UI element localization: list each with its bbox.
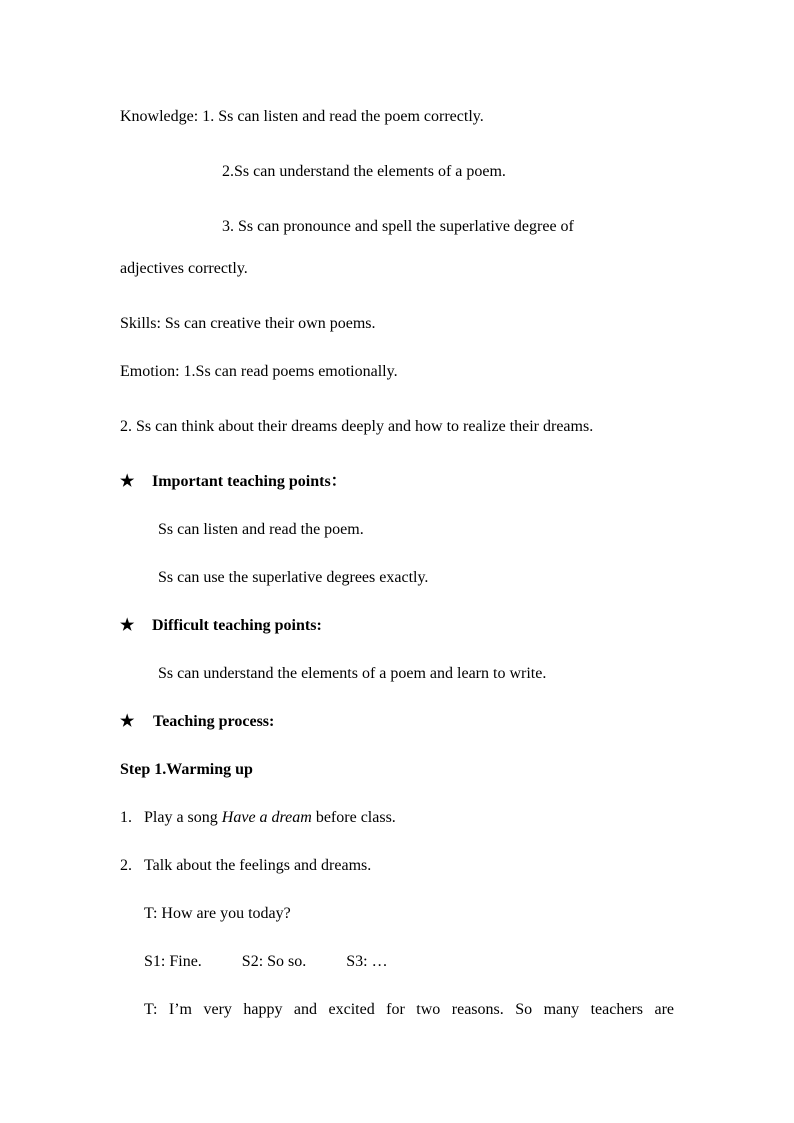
difficult-point-1: Ss can understand the elements of a poem and learn to write. <box>158 665 547 682</box>
star-icon: ★ <box>120 713 135 730</box>
knowledge-item-2: 2.Ss can understand the elements of a poem. <box>222 163 506 180</box>
song-title: Have a dream <box>221 809 312 826</box>
difficult-points-heading <box>120 616 322 636</box>
item-2-text: Talk about the feelings and dreams. <box>144 857 372 874</box>
emotion-line-2: 2. Ss can think about their dreams deeply and how to realize their dreams. <box>120 418 594 435</box>
student-2-reply: S2: So so. <box>241 953 307 970</box>
star-icon: ★ <box>120 617 135 634</box>
knowledge-label: Knowledge: <box>120 108 199 125</box>
teaching-process-title: Teaching process: <box>153 713 275 730</box>
star-icon: ★ <box>120 473 135 490</box>
important-point-1: Ss can listen and read the poem. <box>158 521 364 538</box>
dialogue-teacher-1: T: How are you today? <box>144 905 291 922</box>
item-1-text-post: before class. <box>311 809 396 826</box>
important-points-heading <box>120 472 347 492</box>
dialogue-students <box>144 952 388 972</box>
student-1-reply: S1: Fine. <box>144 953 202 970</box>
emotion-line-1: Emotion: 1.Ss can read poems emotionally. <box>120 363 398 380</box>
knowledge-item-1: 1. Ss can listen and read the poem correctly. <box>202 108 484 125</box>
important-points-title: Important teaching points： <box>152 473 347 490</box>
skills-line: Skills: Ss can creative their own poems. <box>120 315 376 332</box>
step-1-item-1 <box>120 808 396 828</box>
knowledge-item-3: 3. Ss can pronounce and spell the superlative degree of <box>222 218 574 235</box>
difficult-points-title: Difficult teaching points: <box>152 617 322 634</box>
item-1-text-pre: Play a song <box>144 809 222 826</box>
important-point-2: Ss can use the superlative degrees exactly. <box>158 569 429 586</box>
dialogue-teacher-2: T: I’m very happy and excited for two reasons. So many teachers are <box>144 1001 674 1018</box>
item-number: 1. <box>120 809 132 826</box>
knowledge-item-3-continued: adjectives correctly. <box>120 260 248 277</box>
step-1-heading: Step 1.Warming up <box>120 761 253 778</box>
item-number: 2. <box>120 857 132 874</box>
step-1-item-2 <box>120 856 371 876</box>
student-3-reply: S3: … <box>346 953 388 970</box>
knowledge-line-1 <box>120 107 484 127</box>
teaching-process-heading <box>120 712 274 732</box>
